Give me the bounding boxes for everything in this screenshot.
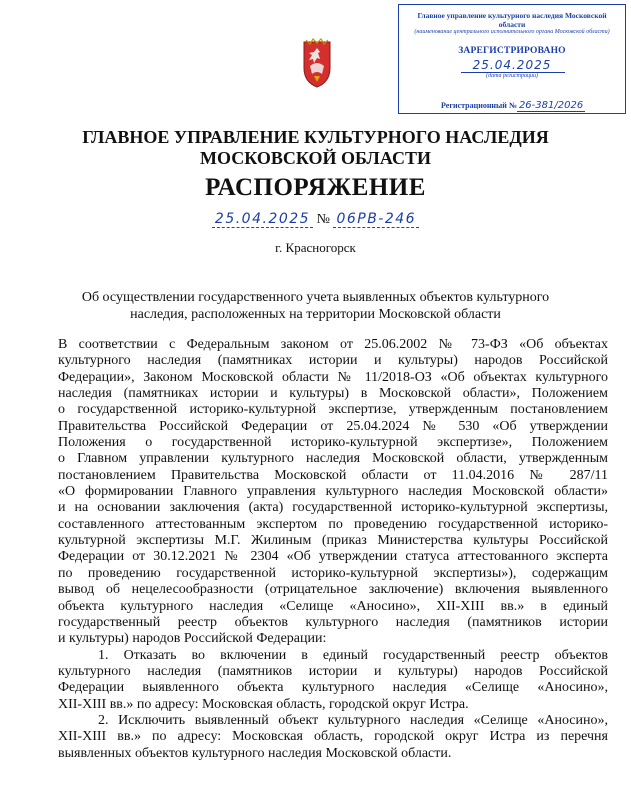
- body-line: культурной экспертизы М.Г. Жилиным (приказ Министерства культуры Российской: [58, 533, 608, 549]
- body-line: наследия (памятниках истории и культуры) в Московской области», Положением: [58, 386, 608, 402]
- document-body: [58, 337, 608, 762]
- document-date: 25.04.2025: [212, 211, 313, 228]
- body-line: по проведению государственной историко-культурной экспертизы»), содержащим: [58, 565, 608, 581]
- body-line: объекта культурного наследия «Селище «Аносино», XII-XIII вв.» в единый: [58, 598, 608, 614]
- subject-line-1: Об осуществлении государственного учета выявленных объектов культурного: [81, 290, 550, 305]
- org-name-line-1: ГЛАВНОЕ УПРАВЛЕНИЕ КУЛЬТУРНОГО НАСЛЕДИЯ: [82, 127, 549, 147]
- document-date-number: [0, 211, 631, 228]
- body-line: Федерации от 30.12.2021 № 2304 «Об утверждении статуса аттестованного эксперта: [58, 549, 608, 565]
- body-line: культурного наследия (памятников истории и культуры) народов Российской: [58, 663, 608, 679]
- body-line: постановлением Правительства Московской области от 11.04.2016 № 287/11: [58, 467, 608, 483]
- body-line: составленного аттестованным экспертом по проведению государственной историко-: [58, 516, 608, 532]
- body-line: XII-XIII вв.» по адресу: Московская область, городской округ Истра.: [58, 696, 469, 712]
- number-sign: №: [316, 212, 330, 227]
- body-line: «О формировании Главного управления культурного наследия Московской области»: [58, 484, 608, 500]
- body-line: о государственной историко-культурной экспертизе, утвержденным постановлением: [58, 402, 608, 418]
- coat-of-arms-icon: [302, 38, 332, 88]
- stamp-registered: ЗАРЕГИСТРИРОВАНО: [458, 46, 566, 56]
- body-line: и на основании заключения (акта) государственной историко-культурной экспертизы,: [58, 500, 608, 516]
- stamp-date-caption: (дата регистрации): [486, 73, 538, 79]
- body-line: XII-XIII вв.» по адресу: Московская область, городской округ Истра из перечня: [58, 729, 608, 745]
- subject-line-2: наследия, расположенных на территории Московской области: [130, 307, 501, 322]
- body-line: Федерации», Законом Московской области № 11/2018-ОЗ «Об объектах культурного: [58, 369, 608, 385]
- registration-stamp: [398, 4, 626, 114]
- stamp-org: Главное управление культурного наследия Московской области: [417, 11, 607, 29]
- body-line: выявленных объектов культурного наследия Московской области.: [58, 745, 452, 761]
- document-number: 06РВ-246: [333, 211, 419, 228]
- body-line: 1. Отказать во включении в единый государственный реестр объектов: [98, 647, 608, 663]
- body-line: государственный реестр объектов культурного наследия (памятников истории: [58, 614, 608, 630]
- body-line: вывод об нецелесообразности (отрицательное заключение) включения выявленного: [58, 582, 608, 598]
- body-line: о Главном управлении культурного наследия Московской области, утвержденным: [58, 451, 608, 467]
- org-name-line-2: МОСКОВСКОЙ ОБЛАСТИ: [200, 148, 431, 168]
- body-line: 2. Исключить выявленный объект культурного наследия «Селище «Аносино»,: [98, 712, 608, 728]
- document-city: г. Красногорск: [275, 240, 356, 255]
- body-line: Правительства Российской Федерации от 25.04.2024 № 530 «Об утверждении: [58, 418, 608, 434]
- document-type: РАСПОРЯЖЕНИЕ: [205, 174, 426, 201]
- stamp-date: 25.04.2025: [472, 58, 552, 72]
- stamp-reg-value: 26-381/2026: [518, 100, 584, 111]
- body-line: и культуры) народов Российской Федерации:: [58, 631, 327, 647]
- body-line: культурного наследия (памятниках истории и культуры) народов Российской: [58, 353, 608, 369]
- body-line: Федерации выявленного объекта культурного наследия «Селище «Аносино»,: [58, 680, 608, 696]
- stamp-reg-label: Регистрационный №: [441, 101, 517, 110]
- body-line: Положения о государственной историко-культурной экспертизе», Положением: [58, 435, 608, 451]
- stamp-reg-number: [441, 100, 585, 111]
- body-line: В соответствии с Федеральным законом от 25.06.2002 № 73-ФЗ «Об объектах: [58, 337, 608, 352]
- stamp-org-note: (наименование центрального исполнительного органа Московской области): [414, 29, 610, 35]
